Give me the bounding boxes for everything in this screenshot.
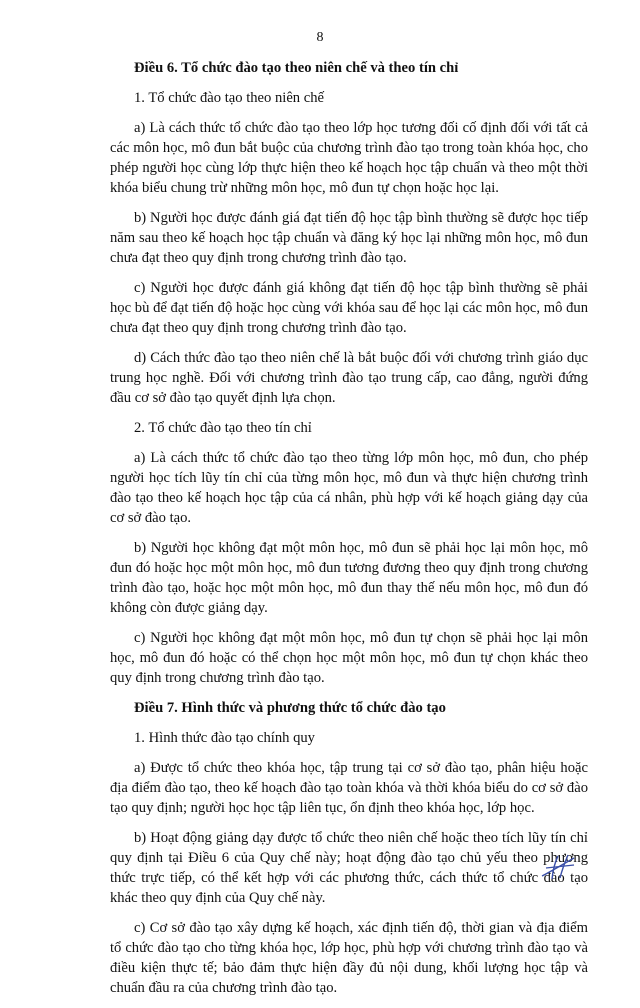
paragraph: c) Cơ sở đào tạo xây dựng kế hoạch, xác định tiến độ, thời gian và địa điểm tổ chức đào tạo cho từng khóa học, lớp học, phù hợp với chương trình đào tạo và điều kiện thực tế; bảo đảm thực hiện đầy đủ nội dung, khối lượng học tập và chuẩn đầu ra của chương trình đào tạo. <box>110 920 588 996</box>
article-7-section-1-title: 1. Hình thức đào tạo chính quy <box>134 730 315 746</box>
paragraph: c) Người học không đạt một môn học, mô đun tự chọn sẽ phải học lại môn học, mô đun đó hoặc có thể chọn học một môn học, mô đun tự chọn khác theo quy định trong chương trình đào tạo. <box>110 630 588 686</box>
paragraph: b) Người học được đánh giá đạt tiến độ học tập bình thường sẽ được học tiếp năm sau theo kế hoạch học tập chuẩn và đăng ký học lại những môn học, mô đun chưa đạt theo quy định trong chương trình đào tạo. <box>110 210 588 266</box>
paragraph: a) Là cách thức tổ chức đào tạo theo lớp học tương đối cố định đối với tất cả các môn học, mô đun bắt buộc của chương trình đào tạo trong toàn khóa học, cho phép người học cùng lớp thực hiện theo kế hoạch học tập chuẩn và theo một thời khóa biểu chung trừ những môn học, mô đun tự chọn hoặc học lại. <box>110 120 588 196</box>
article-6-heading: Điều 6. Tổ chức đào tạo theo niên chế và theo tín chỉ <box>134 60 459 76</box>
page-number: 8 <box>316 30 324 45</box>
document-body <box>110 58 588 1008</box>
paragraph: b) Người học không đạt một môn học, mô đun sẽ phải học lại môn học, mô đun đó hoặc học một môn học, mô đun tương đương theo quy định trong chương trình đào tạo, hoặc học một môn học, mô đun thay thế nếu môn học, mô đun đó không còn được giảng dạy. <box>110 540 588 616</box>
paragraph: b) Hoạt động giảng dạy được tổ chức theo niên chế hoặc theo tích lũy tín chỉ quy định tại Điều 6 của Quy chế này; hoạt động đào tạo chủ yếu theo phương thức trực tiếp, có thể kết hợp với các phương thức, cách thức tổ chức đào tạo khác theo quy định của Quy chế này. <box>110 830 588 906</box>
article-6-section-1-title: 1. Tổ chức đào tạo theo niên chế <box>134 90 324 106</box>
article-6-section-2-title: 2. Tổ chức đào tạo theo tín chỉ <box>134 420 312 436</box>
initials-signature <box>538 852 578 882</box>
paragraph: a) Được tổ chức theo khóa học, tập trung tại cơ sở đào tạo, phân hiệu hoặc địa điểm đào tạo, theo kế hoạch đào tạo toàn khóa và thời khóa biểu do cơ sở đào tạo quy định; người học học tập liên tục, ổn định theo khóa học, lớp học. <box>110 760 588 816</box>
article-7-heading: Điều 7. Hình thức và phương thức tổ chức đào tạo <box>134 700 446 716</box>
paragraph: c) Người học được đánh giá không đạt tiến độ học tập bình thường sẽ phải học bù để đạt tiến độ hoặc học cùng với khóa sau để học lại các môn học, mô đun chưa đạt theo quy định trong chương trình đào tạo. <box>110 280 588 336</box>
paragraph: a) Là cách thức tổ chức đào tạo theo từng lớp môn học, mô đun, cho phép người học tích lũy tín chỉ của từng môn học, mô đun và thực hiện chương trình đào tạo theo kế hoạch học tập của cá nhân, phù hợp với kế hoạch giảng dạy của cơ sở đào tạo. <box>110 450 588 526</box>
paragraph: d) Cách thức đào tạo theo niên chế là bắt buộc đối với chương trình giáo dục trung học nghề. Đối với chương trình đào tạo trung cấp, cao đẳng, người đứng đầu cơ sở đào tạo quyết định lựa chọn. <box>110 350 588 406</box>
